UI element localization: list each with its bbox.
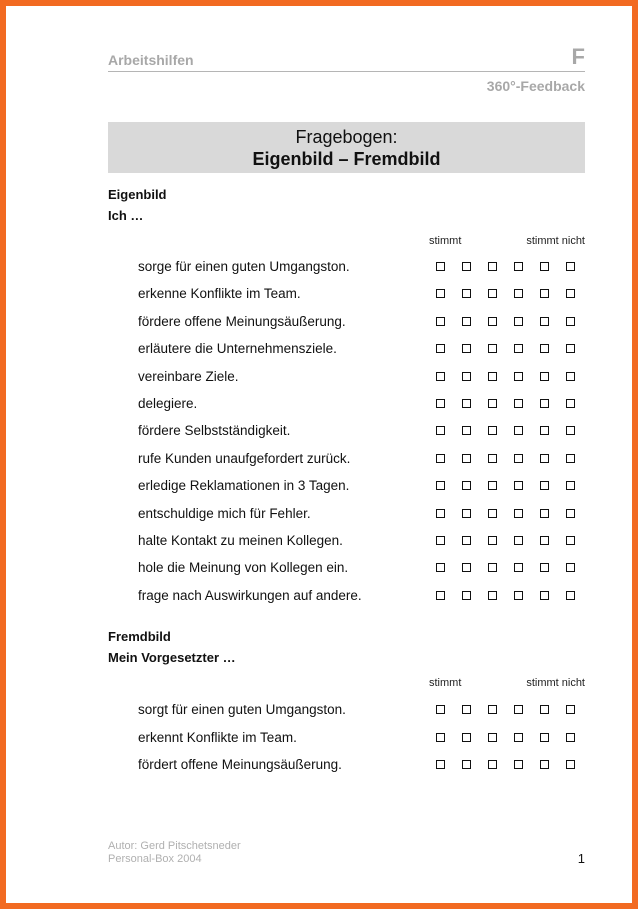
rating-checkbox-icon[interactable] <box>488 733 497 742</box>
questionnaire-item <box>108 560 585 580</box>
rating-checkbox-icon[interactable] <box>436 344 445 353</box>
rating-checkbox-icon[interactable] <box>566 536 575 545</box>
rating-checkbox-icon[interactable] <box>436 317 445 326</box>
header-divider <box>108 71 585 72</box>
title-banner <box>108 122 585 173</box>
item-statement: halte Kontakt zu meinen Kollegen. <box>138 533 343 548</box>
rating-checkbox-icon[interactable] <box>514 372 523 381</box>
rating-checkbox-icon[interactable] <box>566 481 575 490</box>
rating-checkbox-icon[interactable] <box>514 536 523 545</box>
scale-label-disagree: stimmt nicht <box>526 677 585 689</box>
footer-credits <box>108 840 241 866</box>
section-subheading-eigenbild: Ich … <box>108 208 144 223</box>
rating-checkbox-icon[interactable] <box>514 705 523 714</box>
rating-checkbox-icon[interactable] <box>540 317 549 326</box>
rating-checkbox-icon[interactable] <box>540 344 549 353</box>
item-statement: erkenne Konflikte im Team. <box>138 286 301 302</box>
rating-checkbox-icon[interactable] <box>540 426 549 435</box>
item-statement: delegiere. <box>138 396 198 411</box>
questionnaire-item <box>108 451 585 471</box>
rating-checkbox-icon[interactable] <box>462 733 471 742</box>
questionnaire-item <box>108 396 585 416</box>
rating-checkbox-icon[interactable] <box>488 426 497 435</box>
item-statement: fördere Selbstständigkeit. <box>138 423 291 439</box>
rating-checkbox-icon[interactable] <box>436 262 445 271</box>
rating-checkbox-icon[interactable] <box>566 399 575 408</box>
rating-checkbox-icon[interactable] <box>436 481 445 490</box>
rating-checkbox-icon[interactable] <box>488 262 497 271</box>
rating-checkbox-icon[interactable] <box>488 760 497 769</box>
rating-checkbox-icon[interactable] <box>436 509 445 518</box>
rating-checkbox-icon[interactable] <box>514 454 523 463</box>
item-statement: sorge für einen guten Umgangston. <box>138 259 350 274</box>
rating-checkbox-icon[interactable] <box>540 399 549 408</box>
page-number: 1 <box>577 851 585 866</box>
item-statement: erkennt Konflikte im Team. <box>138 729 297 745</box>
rating-checkbox-icon[interactable] <box>514 760 523 769</box>
rating-checkbox-icon[interactable] <box>566 317 575 326</box>
questionnaire-item <box>108 478 585 498</box>
rating-checkbox-icon[interactable] <box>540 760 549 769</box>
scale-label-agree: stimmt <box>429 235 462 247</box>
item-statement: vereinbare Ziele. <box>138 368 239 384</box>
rating-checkbox-icon[interactable] <box>514 317 523 326</box>
questionnaire-item <box>108 286 585 306</box>
item-statement: entschuldige mich für Fehler. <box>138 505 311 521</box>
item-statement: rufe Kunden unaufgefordert zurück. <box>138 450 351 466</box>
item-statement: sorgt für einen guten Umgangston. <box>138 702 346 717</box>
rating-checkbox-icon[interactable] <box>540 289 549 298</box>
title-line-1: Fragebogen: <box>295 127 398 147</box>
item-statement: fördert offene Meinungsäußerung. <box>138 757 342 772</box>
rating-checkbox-icon[interactable] <box>566 705 575 714</box>
rating-checkbox-icon[interactable] <box>566 289 575 298</box>
rating-checkbox-icon[interactable] <box>566 372 575 381</box>
title-line-2: Eigenbild – Fremdbild <box>252 149 441 169</box>
item-statement: erläutere die Unternehmensziele. <box>138 341 337 357</box>
header-subtitle: 360°-Feedback <box>486 78 585 94</box>
rating-checkbox-icon[interactable] <box>566 262 575 271</box>
rating-checkbox-icon[interactable] <box>540 591 549 600</box>
questionnaire-item <box>108 259 585 279</box>
rating-checkbox-icon[interactable] <box>488 289 497 298</box>
rating-checkbox-icon[interactable] <box>540 481 549 490</box>
footer-source: Personal-Box 2004 <box>108 853 202 865</box>
questionnaire-item <box>108 588 585 608</box>
section-subheading-fremdbild: Mein Vorgesetzter … <box>108 650 236 665</box>
rating-checkbox-icon[interactable] <box>514 399 523 408</box>
rating-checkbox-icon[interactable] <box>462 426 471 435</box>
rating-checkbox-icon[interactable] <box>488 536 497 545</box>
rating-checkbox-icon[interactable] <box>488 317 497 326</box>
rating-checkbox-icon[interactable] <box>436 289 445 298</box>
rating-checkbox-icon[interactable] <box>488 399 497 408</box>
rating-checkbox-icon[interactable] <box>488 481 497 490</box>
rating-checkbox-icon[interactable] <box>462 705 471 714</box>
rating-checkbox-icon[interactable] <box>436 733 445 742</box>
footer-author: Autor: Gerd Pitschetsneder <box>108 840 241 852</box>
rating-checkbox-icon[interactable] <box>514 509 523 518</box>
rating-checkbox-icon[interactable] <box>566 344 575 353</box>
rating-checkbox-icon[interactable] <box>540 454 549 463</box>
section-heading-fremdbild: Fremdbild <box>108 629 171 644</box>
rating-checkbox-icon[interactable] <box>462 262 471 271</box>
rating-checkbox-icon[interactable] <box>540 563 549 572</box>
rating-checkbox-icon[interactable] <box>462 760 471 769</box>
item-statement: hole die Meinung von Kollegen ein. <box>138 560 349 576</box>
rating-checkbox-icon[interactable] <box>462 344 471 353</box>
rating-checkbox-icon[interactable] <box>566 426 575 435</box>
rating-checkbox-icon[interactable] <box>566 591 575 600</box>
rating-checkbox-icon[interactable] <box>436 426 445 435</box>
rating-checkbox-icon[interactable] <box>462 481 471 490</box>
rating-checkbox-icon[interactable] <box>462 591 471 600</box>
rating-checkbox-icon[interactable] <box>488 509 497 518</box>
rating-checkbox-icon[interactable] <box>462 399 471 408</box>
rating-checkbox-icon[interactable] <box>566 454 575 463</box>
rating-checkbox-icon[interactable] <box>462 509 471 518</box>
header-category: Arbeitshilfen <box>108 52 194 68</box>
rating-checkbox-icon[interactable] <box>462 454 471 463</box>
rating-checkbox-icon[interactable] <box>540 705 549 714</box>
rating-checkbox-icon[interactable] <box>566 509 575 518</box>
questionnaire-item <box>108 757 585 777</box>
rating-checkbox-icon[interactable] <box>462 536 471 545</box>
questionnaire-item <box>108 730 585 750</box>
rating-checkbox-icon[interactable] <box>462 289 471 298</box>
rating-checkbox-icon[interactable] <box>566 760 575 769</box>
rating-checkbox-icon[interactable] <box>436 399 445 408</box>
section-heading-eigenbild: Eigenbild <box>108 187 167 202</box>
rating-checkbox-icon[interactable] <box>514 289 523 298</box>
rating-checkbox-icon[interactable] <box>488 591 497 600</box>
rating-checkbox-icon[interactable] <box>436 536 445 545</box>
scale-label-disagree: stimmt nicht <box>526 235 585 247</box>
questionnaire-item <box>108 341 585 361</box>
rating-checkbox-icon[interactable] <box>462 372 471 381</box>
rating-checkbox-icon[interactable] <box>436 760 445 769</box>
questionnaire-item <box>108 506 585 526</box>
rating-checkbox-icon[interactable] <box>540 509 549 518</box>
questionnaire-item <box>108 369 585 389</box>
rating-checkbox-icon[interactable] <box>514 344 523 353</box>
rating-checkbox-icon[interactable] <box>540 262 549 271</box>
rating-checkbox-icon[interactable] <box>566 733 575 742</box>
item-statement: erledige Reklamationen in 3 Tagen. <box>138 478 350 494</box>
rating-checkbox-icon[interactable] <box>436 591 445 600</box>
rating-checkbox-icon[interactable] <box>514 262 523 271</box>
rating-checkbox-icon[interactable] <box>514 426 523 435</box>
item-statement: fördere offene Meinungsäußerung. <box>138 313 346 329</box>
rating-checkbox-icon[interactable] <box>436 563 445 572</box>
scale-label-agree: stimmt <box>429 677 462 689</box>
rating-checkbox-icon[interactable] <box>436 372 445 381</box>
rating-checkbox-icon[interactable] <box>540 536 549 545</box>
rating-checkbox-icon[interactable] <box>514 481 523 490</box>
item-statement: frage nach Auswirkungen auf andere. <box>138 587 362 603</box>
questionnaire-item <box>108 314 585 334</box>
rating-checkbox-icon[interactable] <box>488 563 497 572</box>
questionnaire-item <box>108 423 585 443</box>
rating-checkbox-icon[interactable] <box>488 372 497 381</box>
rating-checkbox-icon[interactable] <box>488 344 497 353</box>
rating-checkbox-icon[interactable] <box>540 372 549 381</box>
questionnaire-item <box>108 533 585 553</box>
rating-checkbox-icon[interactable] <box>566 563 575 572</box>
rating-checkbox-icon[interactable] <box>488 705 497 714</box>
rating-checkbox-icon[interactable] <box>462 317 471 326</box>
rating-checkbox-icon[interactable] <box>540 733 549 742</box>
rating-checkbox-icon[interactable] <box>514 733 523 742</box>
questionnaire-item <box>108 702 585 722</box>
rating-checkbox-icon[interactable] <box>514 591 523 600</box>
header-section-letter: F <box>571 44 585 69</box>
rating-checkbox-icon[interactable] <box>514 563 523 572</box>
rating-checkbox-icon[interactable] <box>436 454 445 463</box>
rating-checkbox-icon[interactable] <box>436 705 445 714</box>
rating-checkbox-icon[interactable] <box>488 454 497 463</box>
rating-checkbox-icon[interactable] <box>462 563 471 572</box>
